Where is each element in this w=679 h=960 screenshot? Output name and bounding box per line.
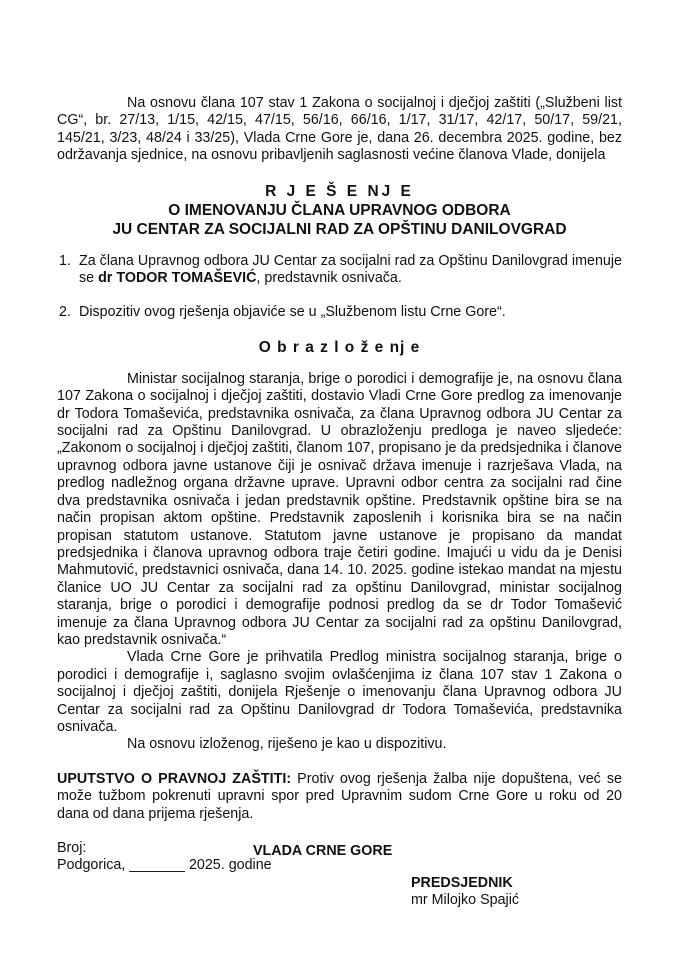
item-text: Za člana Upravnog odbora JU Centar za socijalni rad za Opštinu Danilovgrad imenuje se xyxy=(79,252,622,287)
place-and-date: Podgorica, _______ 2025. godine xyxy=(57,857,272,874)
legal-remedy-label: UPUTSTVO O PRAVNOJ ZAŠTITI: xyxy=(57,770,292,787)
item-text-after: , predstavnik osnivača. xyxy=(256,270,402,287)
document-page xyxy=(57,95,622,875)
document-title: R J E Š E NJ E xyxy=(265,182,414,200)
appointee-name: dr TODOR TOMAŠEVIĆ xyxy=(98,270,257,287)
president-signature xyxy=(411,875,519,910)
document-subtitle-1: O IMENOVANJU ČLANA UPRAVNOG ODBORA xyxy=(168,201,511,219)
reasoning-paragraph-2: Vlada Crne Gore je prihvatila Predlog ministra socijalnog staranja, brige o porodici i demografije i, saglasno svojim ovlašćenjima iz člana 107 stav 1 Zakona o socijalnoj i dječjoj zaštiti, donijela Rješenje o imenovanju člana Upravnog odbora JU Centar za socijalni rad za Opštinu Danilovgrad dr Todora Tomaševića, predstavnika osnivača. xyxy=(57,649,622,735)
preamble: Na osnovu člana 107 stav 1 Zakona o socijalnoj i dječjoj zaštiti („Službeni list CG“, br. 27/13, 1/15, 42/15, 47/15, 56/16, 66/16, 1/17, 31/17, 42/17, 50/17, 59/21, 145/21, 3/23, 48/24 i 33/25), Vlada Crne Gore je, dana 26. decembra 2025. godine, bez održavanja sjednice, na osnovu pribavljenih saglasnosti većine članova Vlade, donijela xyxy=(57,95,622,164)
item-number: 2. xyxy=(59,304,71,321)
government-signature: VLADA CRNE GORE xyxy=(253,843,393,859)
dispositive-list xyxy=(57,253,622,322)
dispositive-item-1 xyxy=(57,253,622,288)
document-subtitle-2: JU CENTAR ZA SOCIJALNI RAD ZA OPŠTINU DANILOVGRAD xyxy=(112,220,567,238)
document-number: Broj: xyxy=(57,840,87,856)
reasoning-paragraph-3: Na osnovu izloženog, riješeno je kao u dispozitivu. xyxy=(127,736,447,753)
reasoning-heading: O b r a z l o ž e nj e xyxy=(258,338,421,356)
reasoning-paragraph-1: Ministar socijalnog staranja, brige o porodici i demografije je, na osnovu člana 107 Zakona o socijalnoj i dječjoj zaštiti, dostavio Vladi Crne Gore predlog za imenovanje dr Todora Tomaševića, predstavnika osnivača, za člana Upravnog odbora JU Centar za socijalni rad za Opštinu Danilovgrad. U obrazloženju predloga je naveo sljedeće: „Zakonom o socijalnoj i dječjoj zaštiti, članom 107, propisano je da predsjednika i članove upravnog odbora javne ustanove čiji je osnivač država imenuje i razrješava Vlada, na predlog nadležnog organa državne uprave. Upravni odbor centra za socijalni rad čine dva predstavnika osnivača i jedan predstavnik opštine. Predstavnik opštine bira se na način propisan aktom opštine. Predstavnik zaposlenih i korisnika bira se na način propisan statutom ustanove. Statutom javne ustanove je propisano da mandat predsjednika i članova upravnog odbora traje četiri godine. Imajući u vidu da je Denisi Mahmutović, predstavnici osnivača, dana 14. 10. 2025. godine istekao mandat na mjestu članice UO JU Centar za socijalni rad za opštinu Danilovgrad, ministar socijalnog staranja, brige o porodici i demografije podnosi predlog da se dr Todor Tomašević imenuje za člana Upravnog odbora JU Centar za socijalni rad za opštinu Danilovgrad, kao predstavnik osnivača.“ xyxy=(57,370,622,648)
legal-remedy-text: Protiv ovog rješenja žalba nije dopuštena, već se može tužbom pokrenuti upravni spor pred Upravnim sudom Crne Gore u roku od 20 dana od dana prijema rješenja. xyxy=(57,770,622,822)
legal-remedy xyxy=(57,771,622,823)
dispositive-item-2 xyxy=(57,304,622,321)
signatory-role: PREDSJEDNIK xyxy=(411,875,513,891)
signatory-name: mr Milojko Spajić xyxy=(411,892,520,909)
item-text: Dispozitiv ovog rješenja objaviće se u „Službenom listu Crne Gore“. xyxy=(79,304,506,321)
item-number: 1. xyxy=(59,252,71,269)
